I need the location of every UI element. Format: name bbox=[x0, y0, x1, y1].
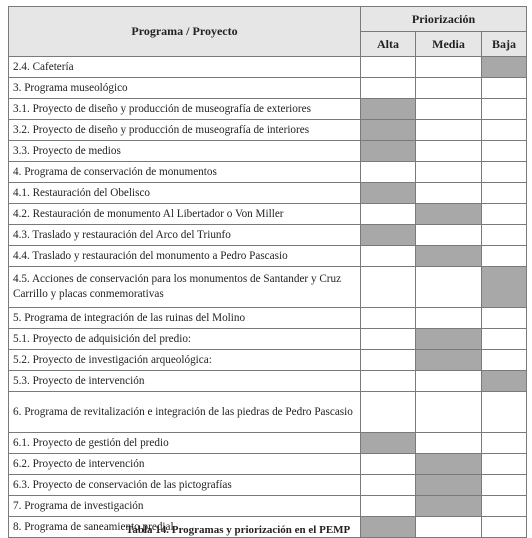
priority-cell-baja bbox=[482, 162, 527, 183]
priority-cell-baja bbox=[482, 475, 527, 496]
priority-cell-media bbox=[416, 454, 482, 475]
priority-cell-media bbox=[416, 78, 482, 99]
priority-cell-baja bbox=[482, 433, 527, 454]
row-label: 4.5. Acciones de conservación para los monumentos de Santander y Cruz Carrillo y placas conmemorativas bbox=[9, 267, 361, 308]
priority-cell-media bbox=[416, 517, 482, 538]
priority-cell-alta bbox=[361, 496, 416, 517]
priority-cell-media bbox=[416, 246, 482, 267]
priority-cell-baja bbox=[482, 141, 527, 162]
table-row bbox=[9, 78, 527, 99]
priority-cell-alta bbox=[361, 475, 416, 496]
row-label: 2.4. Cafetería bbox=[9, 57, 361, 78]
priority-cell-media bbox=[416, 371, 482, 392]
priority-cell-media bbox=[416, 162, 482, 183]
table-row bbox=[9, 496, 527, 517]
row-label: 5.1. Proyecto de adquisición del predio: bbox=[9, 329, 361, 350]
table-row bbox=[9, 204, 527, 225]
table-row bbox=[9, 162, 527, 183]
priority-cell-alta bbox=[361, 246, 416, 267]
table-caption: Tabla 14. Programas y priorización en el PEMP bbox=[126, 524, 351, 536]
row-label: 8. Programa de saneamiento predial bbox=[9, 517, 361, 538]
priority-cell-alta bbox=[361, 329, 416, 350]
row-label: 3.2. Proyecto de diseño y producción de museografía de interiores bbox=[9, 120, 361, 141]
priority-cell-baja bbox=[482, 204, 527, 225]
priority-cell-alta bbox=[361, 308, 416, 329]
priority-cell-alta bbox=[361, 141, 416, 162]
row-label: 4.3. Traslado y restauración del Arco del Triunfo bbox=[9, 225, 361, 246]
table-row bbox=[9, 350, 527, 371]
priority-cell-alta bbox=[361, 204, 416, 225]
priority-cell-alta bbox=[361, 371, 416, 392]
priority-cell-media bbox=[416, 57, 482, 78]
row-label: 5. Programa de integración de las ruinas del Molino bbox=[9, 308, 361, 329]
header-alta: Alta bbox=[361, 32, 416, 57]
row-label: 4.2. Restauración de monumento Al Libertador o Von Miller bbox=[9, 204, 361, 225]
table-row bbox=[9, 329, 527, 350]
priority-cell-alta bbox=[361, 120, 416, 141]
priority-cell-alta bbox=[361, 183, 416, 204]
row-label: 4.1. Restauración del Obelisco bbox=[9, 183, 361, 204]
priority-cell-media bbox=[416, 99, 482, 120]
row-label: 6.1. Proyecto de gestión del predio bbox=[9, 433, 361, 454]
priority-cell-baja bbox=[482, 183, 527, 204]
priority-cell-media bbox=[416, 392, 482, 433]
table-row bbox=[9, 267, 527, 308]
priority-cell-alta bbox=[361, 225, 416, 246]
table-row bbox=[9, 246, 527, 267]
row-label: 3. Programa museológico bbox=[9, 78, 361, 99]
table-row bbox=[9, 454, 527, 475]
table-row bbox=[9, 99, 527, 120]
priority-cell-alta bbox=[361, 57, 416, 78]
table-row bbox=[9, 57, 527, 78]
table-row bbox=[9, 433, 527, 454]
table-row bbox=[9, 120, 527, 141]
row-label: 6.3. Proyecto de conservación de las pictografías bbox=[9, 475, 361, 496]
row-label: 5.3. Proyecto de intervención bbox=[9, 371, 361, 392]
table-row bbox=[9, 475, 527, 496]
table-row bbox=[9, 183, 527, 204]
header-baja: Baja bbox=[482, 32, 527, 57]
priority-cell-media bbox=[416, 183, 482, 204]
priority-cell-baja bbox=[482, 267, 527, 308]
header-media: Media bbox=[416, 32, 482, 57]
priority-cell-alta bbox=[361, 162, 416, 183]
priority-cell-media bbox=[416, 225, 482, 246]
header-priorizacion: Priorización bbox=[361, 7, 527, 32]
row-label: 6. Programa de revitalización e integración de las piedras de Pedro Pascasio bbox=[9, 392, 361, 433]
priority-cell-baja bbox=[482, 246, 527, 267]
row-label: 3.3. Proyecto de medios bbox=[9, 141, 361, 162]
priority-cell-baja bbox=[482, 329, 527, 350]
priority-cell-baja bbox=[482, 308, 527, 329]
table-body bbox=[9, 57, 527, 538]
priority-cell-media bbox=[416, 120, 482, 141]
row-label: 4. Programa de conservación de monumentos bbox=[9, 162, 361, 183]
priority-cell-media bbox=[416, 204, 482, 225]
row-label: 6.2. Proyecto de intervención bbox=[9, 454, 361, 475]
priority-cell-baja bbox=[482, 120, 527, 141]
priority-cell-alta bbox=[361, 350, 416, 371]
header-programa: Programa / Proyecto bbox=[9, 7, 361, 57]
priority-cell-baja bbox=[482, 350, 527, 371]
table-row bbox=[9, 308, 527, 329]
row-label: 3.1. Proyecto de diseño y producción de museografía de exteriores bbox=[9, 99, 361, 120]
priority-cell-media bbox=[416, 267, 482, 308]
row-label: 7. Programa de investigación bbox=[9, 496, 361, 517]
priority-cell-alta bbox=[361, 517, 416, 538]
table-row bbox=[9, 371, 527, 392]
priority-cell-baja bbox=[482, 99, 527, 120]
priority-cell-alta bbox=[361, 99, 416, 120]
priority-cell-media bbox=[416, 433, 482, 454]
priority-cell-media bbox=[416, 350, 482, 371]
priority-table bbox=[8, 6, 527, 538]
priority-cell-baja bbox=[482, 57, 527, 78]
priority-cell-baja bbox=[482, 371, 527, 392]
priority-cell-baja bbox=[482, 454, 527, 475]
priority-cell-baja bbox=[482, 496, 527, 517]
priority-cell-baja bbox=[482, 517, 527, 538]
table-row bbox=[9, 392, 527, 433]
priority-cell-baja bbox=[482, 225, 527, 246]
priority-cell-media bbox=[416, 308, 482, 329]
row-label: 4.4. Traslado y restauración del monumento a Pedro Pascasio bbox=[9, 246, 361, 267]
row-label: 5.2. Proyecto de investigación arqueológica: bbox=[9, 350, 361, 371]
priority-cell-alta bbox=[361, 433, 416, 454]
priority-cell-alta bbox=[361, 454, 416, 475]
priority-cell-baja bbox=[482, 392, 527, 433]
priority-cell-media bbox=[416, 475, 482, 496]
priority-cell-alta bbox=[361, 78, 416, 99]
priority-cell-baja bbox=[482, 78, 527, 99]
priority-cell-media bbox=[416, 141, 482, 162]
table-row bbox=[9, 141, 527, 162]
priority-cell-media bbox=[416, 329, 482, 350]
priority-cell-media bbox=[416, 496, 482, 517]
table-row bbox=[9, 225, 527, 246]
priority-cell-alta bbox=[361, 392, 416, 433]
priority-cell-alta bbox=[361, 267, 416, 308]
